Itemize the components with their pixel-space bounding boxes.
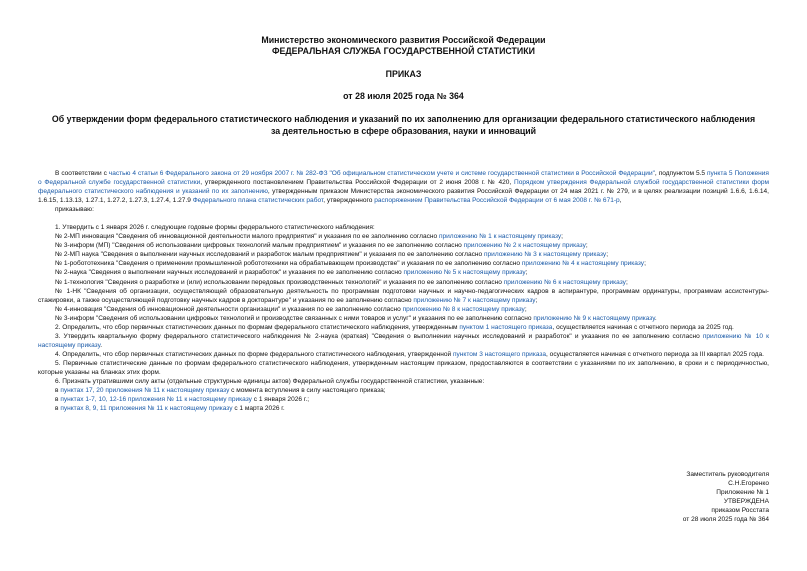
repeal-post: с момента вступления в силу настоящего приказа; — [229, 387, 386, 395]
document-date-number: от 28 июля 2025 года № 364 — [343, 91, 464, 101]
form-text: № 3-информ "Сведения об использовании цифровых технологий и производстве связанных с ними товаров и услуг" и указания по ее заполнению согласно — [55, 314, 534, 322]
form-text: № 2-наука "Сведения о выполнении научных исследований и разработок" и указания по ее заполнению согласно — [55, 269, 404, 277]
item-text: 3. Утвердить квартальную форму федерального статистического наблюдения № 2-наука (краткая) "Сведения о выполнении научных исследований и разработок" и указания по ее заполнению согласно — [55, 332, 703, 340]
repeal-post: с 1 марта 2026 г. — [232, 405, 285, 413]
form-end: ; — [535, 296, 538, 304]
item-1-intro: 1. Утвердить с 1 января 2026 г. следующие годовые формы федерального статистического наблюдения: — [55, 224, 375, 232]
approved-by-order: приказом Росстата — [711, 507, 769, 515]
form-item — [38, 232, 769, 241]
document-body — [38, 169, 769, 413]
item-text: 2. Определить, что сбор первичных статистических данных по формам федерального статистического наблюдения, утвержденным — [55, 323, 460, 331]
form-item — [38, 287, 769, 305]
preamble-text: В соответствии с — [55, 170, 109, 177]
document-type: ПРИКАЗ — [385, 69, 422, 79]
form-text: № 1-робототехника "Сведения о применении промышленной робототехники на обрабатывающем производстве" и указания по ее заполнению согласно — [55, 260, 522, 268]
annex-link[interactable]: приложению № 6 к настоящему приказу — [503, 278, 626, 286]
form-item — [38, 278, 769, 287]
form-item — [38, 314, 769, 323]
form-end: . — [654, 314, 657, 322]
annex-link[interactable]: приложению № 4 к настоящему приказу — [521, 260, 645, 268]
repeal-link[interactable]: пунктах 1-7, 10, 12-16 приложения № 11 к настоящему приказу — [60, 396, 252, 404]
preamble — [38, 169, 769, 205]
repeal-pre: в — [55, 396, 61, 404]
form-end: ; — [644, 260, 646, 268]
item-text: . — [100, 341, 103, 349]
form-end: ; — [606, 251, 609, 259]
form-item — [38, 305, 769, 314]
approved-label: УТВЕРЖДЕНА — [723, 498, 769, 506]
item-text: , осуществляется начиная с отчетного периода за III квартал 2025 года. — [546, 350, 764, 358]
law-link[interactable]: частью 4 статьи 6 Федерального закона от 29 ноября 2007 г. № 282-ФЗ "Об официальном статистическом учете и системе государственной статистики в Российской Федерации" — [108, 170, 655, 177]
signature-block — [469, 470, 769, 525]
annex-link[interactable]: приложению № 5 к настоящему приказу — [403, 269, 526, 277]
federal-plan-link[interactable]: Федерального плана статистических работ — [192, 197, 324, 205]
regulation-link[interactable]: пункта 5 Положения о Федеральной службе государственной статистики — [38, 170, 769, 187]
repeal-link[interactable]: пунктах 8, 9, 11 приложения № 11 к настоящему приказу — [60, 405, 233, 413]
repeal-list — [38, 386, 769, 413]
preamble-text: , подпунктом 5.5 — [654, 170, 707, 177]
repeal-link[interactable]: пунктах 17, 20 приложения № 11 к настоящему приказу — [60, 387, 230, 395]
form-item — [38, 250, 769, 259]
preamble-text: , утвержденного постановлением Правительства Российской Федерации от 2 июня 2008 г. № 420, — [200, 179, 514, 187]
item-3 — [38, 332, 769, 350]
annex-link[interactable]: приложению № 2 к настоящему приказу — [463, 242, 586, 250]
procedure-link[interactable]: Порядком утверждения Федеральной службой государственной статистики форм федерального статистического наблюдения и указаний по их заполнению — [38, 179, 769, 196]
forms-list — [38, 232, 769, 322]
annex-link[interactable]: приложению № 1 к настоящему приказу — [438, 233, 562, 241]
repeal-item — [38, 395, 769, 404]
approved-date: от 28 июля 2025 года № 364 — [682, 516, 769, 524]
service-name: ФЕДЕРАЛЬНАЯ СЛУЖБА ГОСУДАРСТВЕННОЙ СТАТИСТИКИ — [272, 46, 535, 56]
order-word: приказываю: — [55, 206, 94, 214]
form-item — [38, 268, 769, 277]
form-text: № 2-МП наука "Сведения о выполнении научных исследований и разработок малым предприятием" и указания по ее заполнению согласно — [55, 251, 484, 259]
item-4 — [38, 350, 769, 359]
form-end: ; — [561, 233, 563, 241]
repeal-pre: в — [55, 387, 61, 395]
form-text: № 1-технология "Сведения о разработке и (или) использовании передовых производственных технологий" и указания по ее заполнению согласно — [55, 278, 504, 286]
preamble-text: , — [619, 197, 622, 205]
item-2-link[interactable]: пунктом 1 настоящего приказа — [459, 323, 553, 331]
item-5: 5. Первичные статистические данные по формам федерального статистического наблюдения, утвержденным настоящим приказом, предоставляются в соответствии с указаниями по их заполнению, в сроки и с периодичностью, которые указаны на бланках этих форм. — [38, 359, 769, 376]
document-title: Об утверждении форм федерального статистического наблюдения и указаний по их заполнению для организации федерального статистического наблюдения за деятельностью в сфере образования, науки и инноваций — [51, 114, 756, 136]
annex-link[interactable]: приложению № 8 к настоящему приказу — [402, 305, 525, 313]
item-2 — [38, 323, 769, 332]
form-text: № 3-информ (МП) "Сведения об использовании цифровых технологий малым предприятием" и указания по ее заполнению согласно — [55, 242, 464, 250]
annex-label: Приложение № 1 — [716, 489, 769, 497]
repeal-post: с 1 января 2026 г.; — [251, 396, 310, 404]
repeal-item — [38, 386, 769, 395]
preamble-text: , утвержденным приказом Министерства экономического развития Российской Федерации от 24 мая 2021 г. № 279, и в целях реализации позиций 1.6.6, 1.6.14, 1.6.15, 1.13.13, 1.27.1, 1.27.2, 1.27.3, 1.27.4, 1.27.9 — [38, 188, 769, 205]
signer-name: С.Н.Егоренко — [728, 480, 769, 488]
repeal-pre: в — [55, 405, 61, 413]
item-6-intro: 6. Признать утратившими силу акты (отдельные структурные единицы актов) Федеральной службы государственной статистики, указанные: — [55, 378, 485, 386]
item-3-link[interactable]: приложению № 10 к настоящему приказу — [38, 332, 769, 349]
form-text: № 4-инновация "Сведения об инновационной деятельности организации" и указания по ее заполнению согласно — [55, 305, 403, 313]
signer-position: Заместитель руководителя — [686, 471, 769, 478]
form-item — [38, 241, 769, 250]
form-text: № 1-НК "Сведения об организации, осуществляющей образовательную деятельность по программам подготовки научных и научно-педагогических кадров в аспирантуре, программам ординатуры, программам ассистентуры-стажировки, а также осуществляющей подготовку научных кадров в докторантуре" и указания по ее заполнению согласно — [38, 287, 769, 304]
ministry-name: Министерство экономического развития Российской Федерации — [261, 35, 546, 45]
item-text: , осуществляется начиная с отчетного периода за 2025 год. — [552, 323, 734, 331]
form-end: ; — [524, 305, 527, 313]
annex-link[interactable]: приложению № 7 к настоящему приказу — [413, 296, 536, 304]
form-end: ; — [525, 269, 528, 277]
form-end: ; — [585, 242, 588, 250]
item-text: 4. Определить, что сбор первичных статистических данных по форме федерального статистического наблюдения, утвержденной — [55, 350, 453, 358]
annex-link[interactable]: приложению № 9 к настоящему приказу — [533, 314, 655, 322]
government-order-link[interactable]: распоряжением Правительства Российской Федерации от 6 мая 2008 г. № 671-р — [374, 197, 620, 205]
form-end: ; — [625, 278, 628, 286]
annex-link[interactable]: приложению № 3 к настоящему приказу — [484, 251, 607, 259]
form-text: № 2-МП инновация "Сведения об инновационной деятельности малого предприятия" и указания по ее заполнению согласно — [55, 233, 439, 241]
form-item — [38, 259, 769, 268]
repeal-item — [38, 404, 769, 413]
item-4-link[interactable]: пунктом 3 настоящего приказа — [452, 350, 547, 358]
preamble-text: , утвержденного — [323, 197, 375, 205]
